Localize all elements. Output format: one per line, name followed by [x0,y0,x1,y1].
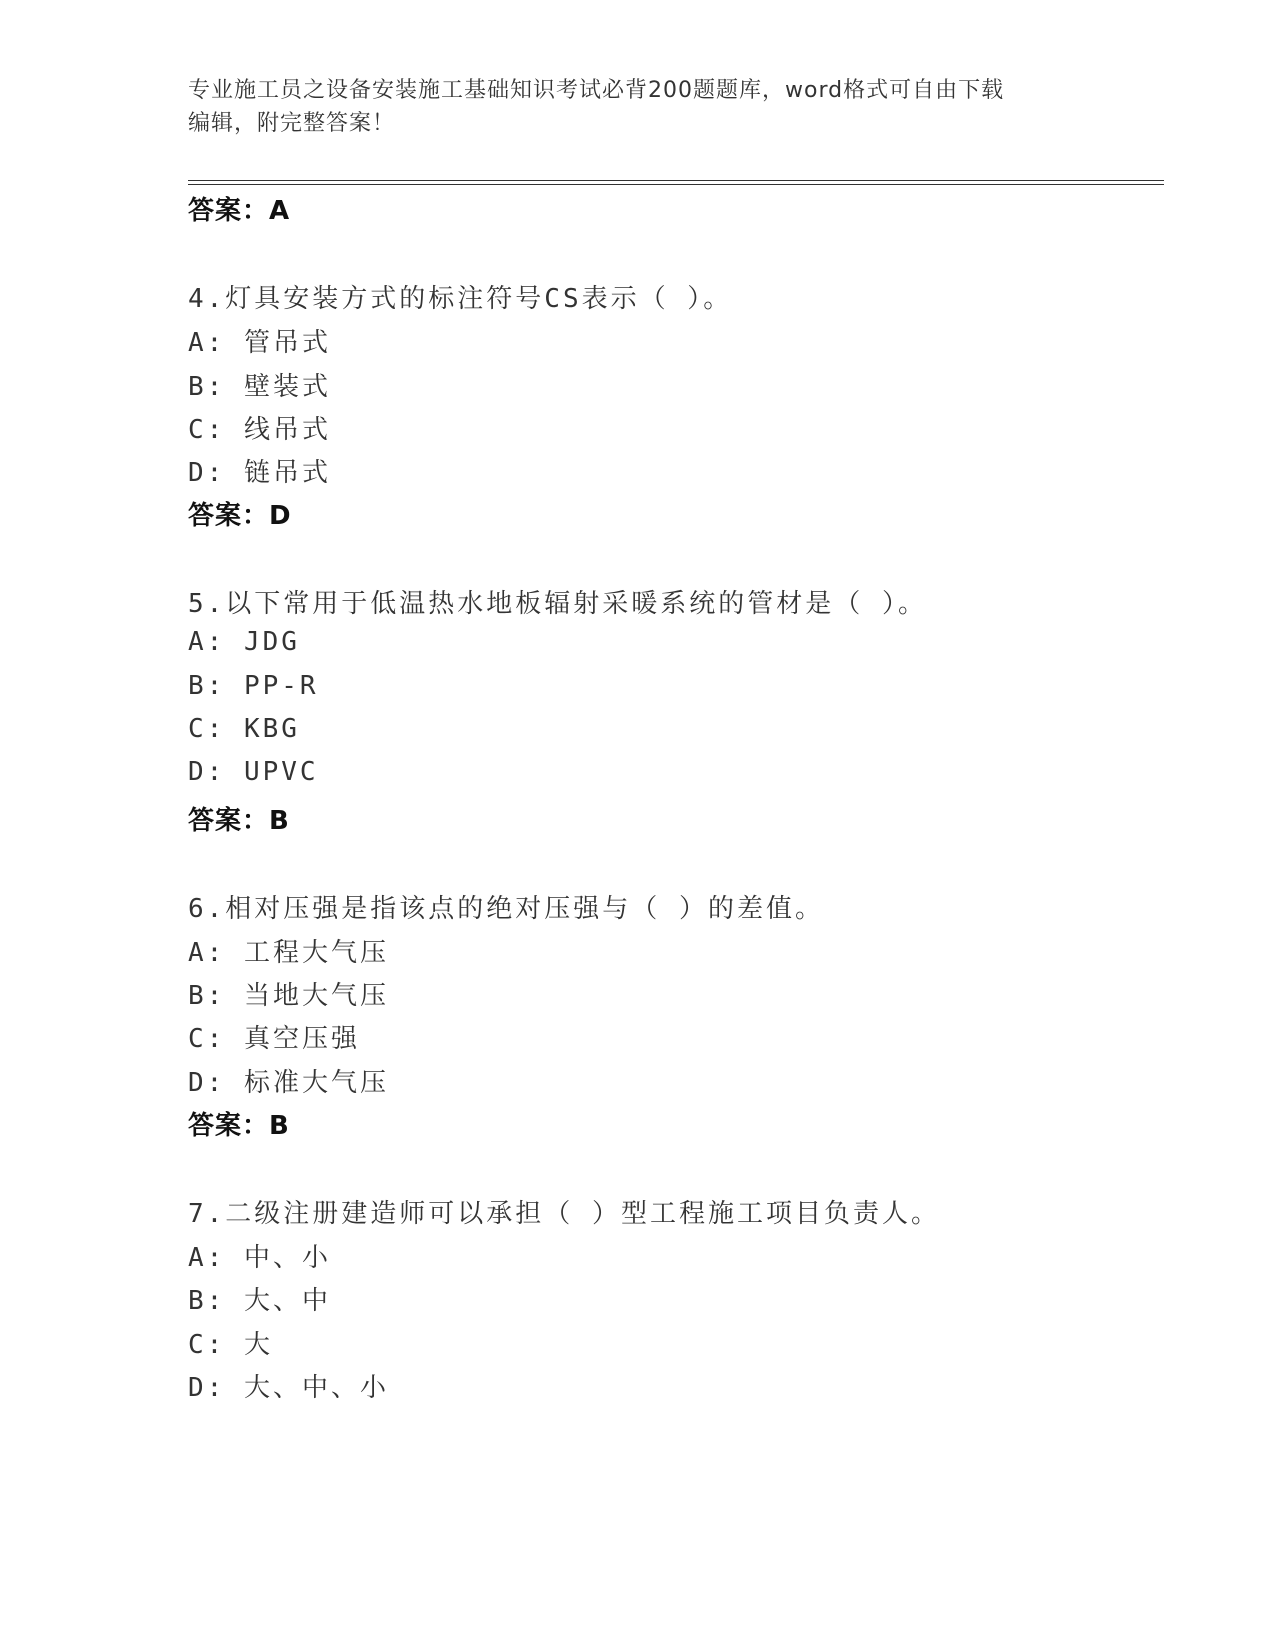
question-7-stem: 7.二级注册建造师可以承担（ ）型工程施工项目负责人。 [188,1199,940,1229]
question-6-option-b: B: 当地大气压 [188,981,389,1011]
previous-answer: 答案：A [188,196,291,226]
question-5-option-d: D: UPVC [188,757,319,787]
question-6-answer: 答案：B [188,1111,290,1141]
header-divider-bottom [188,184,1164,185]
question-5-option-b: B: PP-R [188,671,319,701]
question-6-option-c: C: 真空压强 [188,1024,360,1054]
header-line-2: 编辑，附完整答案！ [188,111,396,136]
question-6-stem: 6.相对压强是指该点的绝对压强与（ ）的差值。 [188,894,824,924]
question-4-option-a: A: 管吊式 [188,328,331,358]
question-5-option-a: A: JDG [188,627,300,657]
question-4-answer: 答案：D [188,501,292,531]
document-header [188,74,1088,140]
question-5-option-c: C: KBG [188,714,300,744]
question-7-option-d: D: 大、中、小 [188,1373,389,1403]
question-7-option-b: B: 大、中 [188,1286,331,1316]
question-4-option-c: C: 线吊式 [188,415,331,445]
question-4-option-d: D: 链吊式 [188,458,331,488]
question-4-stem: 4.灯具安装方式的标注符号CS表示（ ）。 [188,284,733,314]
question-4-option-b: B: 壁装式 [188,372,331,402]
question-5-stem: 5.以下常用于低温热水地板辐射采暖系统的管材是（ ）。 [188,589,927,619]
question-5-answer: 答案：B [188,806,290,836]
question-7-option-c: C: 大 [188,1330,273,1360]
question-7-option-a: A: 中、小 [188,1243,331,1273]
question-6-option-a: A: 工程大气压 [188,938,389,968]
question-6-option-d: D: 标准大气压 [188,1068,389,1098]
header-line-1: 专业施工员之设备安装施工基础知识考试必背200题题库，word格式可自由下载 [188,78,1005,103]
header-divider-top [188,180,1164,181]
